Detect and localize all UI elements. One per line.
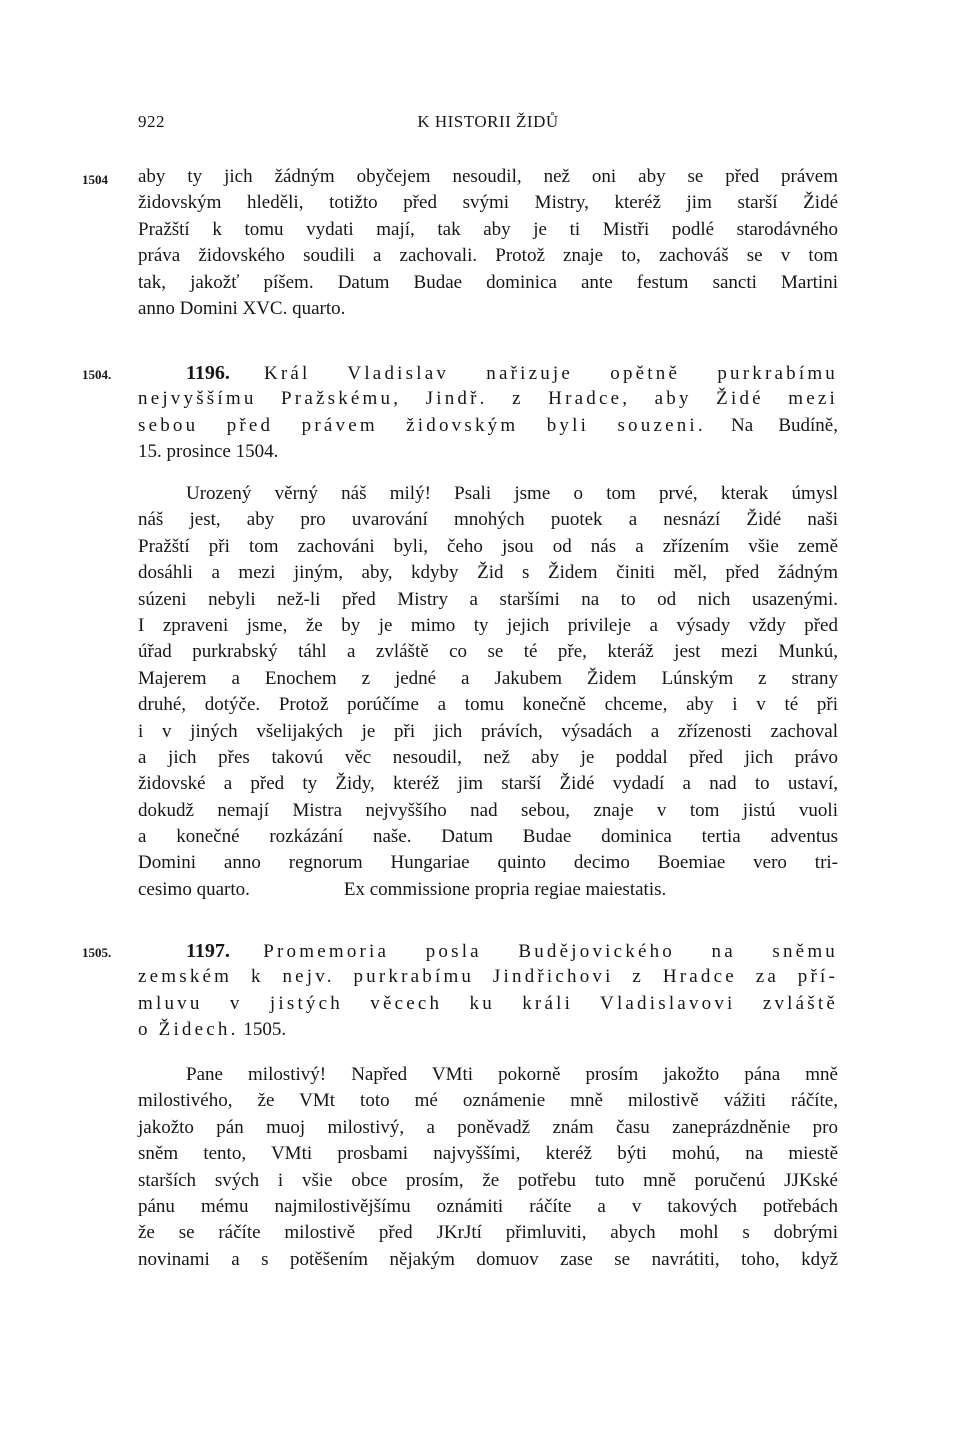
heading-line: mluvu v jistých věcech ku králi Vladislavovi zvláště	[138, 992, 838, 1014]
closing-date: cesimo quarto.	[138, 878, 250, 900]
heading-line	[138, 413, 838, 439]
running-head	[138, 112, 838, 136]
text-line: a konečné rozkázání naše. Datum Budae dominica tertia adventus	[138, 826, 838, 848]
heading-text: sebou před právem židovským byli souzeni.	[138, 414, 706, 436]
document-number: 1196.	[186, 362, 230, 384]
heading-text: Promemoria posla Budějovického na sněmu	[263, 941, 838, 962]
running-title: K HISTORII ŽIDŮ	[417, 112, 559, 131]
text-line: a jich přes takovú věc nesoudil, než aby je poddal před jich právo	[138, 746, 838, 768]
document-number: 1197.	[186, 940, 230, 962]
text-line: Pane milostivý! Napřed VMti pokorně prosím jakožto pána mně	[186, 1064, 838, 1085]
text-line: Pražští při tom zachováni byli, čeho jsou od nás a zřízením všie země	[138, 535, 838, 557]
text-line: pánu mému najmilostivějšímu oznámiti ráčíte a v takových potřebách	[138, 1195, 838, 1217]
text-line: I zpraveni jsme, že by je mimo ty jejich privileje a výsady vždy před	[138, 614, 838, 636]
text-line: úřad purkrabský táhl a zvláště co se té pře, kteráž jest mezi Munkú,	[138, 641, 838, 663]
margin-year-marker: 1504.	[82, 367, 112, 382]
text-line: aby ty jich žádným obyčejem nesoudil, než oni aby se před právem	[138, 166, 838, 187]
heading-place: Na Budíně,	[731, 414, 838, 436]
text-line: anno Domini XVC. quarto.	[138, 297, 346, 319]
text-line: i v jiných všelijakých je při jich právích, výsadách a zřízenosti zachoval	[138, 720, 838, 742]
closing-line	[138, 877, 838, 903]
text-line: dokudž nemají Mistra nejvyššího nad sebou, znaje v tom jistú vuoli	[138, 799, 838, 821]
text-line: židovským hleděli, totižto před svými Mistry, kteréž jim starší Židé	[138, 192, 838, 214]
text-line: novinami a s potěšením nějakým domuov zase se navrátiti, toho, když	[138, 1248, 838, 1270]
commission-note: Ex commissione propria regiae maiestatis.	[343, 878, 667, 900]
text-line: Pražští k tomu vydati mají, tak aby je ti Mistři podlé starodávného	[138, 218, 838, 240]
continuation-paragraph	[138, 164, 838, 322]
text-line: Urozený věrný náš milý! Psali jsme o tom prvé, kterak úmysl	[186, 483, 838, 504]
text-line: dosáhli a mezi jiným, aby, kdyby Žid s Židem činiti měl, před žádným	[138, 562, 838, 584]
document-heading-1196	[138, 360, 838, 466]
text-line: druhé, dotýče. Protož porúčíme a tomu konečně chceme, aby i v té při	[138, 694, 838, 716]
text-line: milostivého, že VMt toto mé oznámenie mně milostivě vážiti ráčíte,	[138, 1090, 838, 1112]
document-body-1196	[138, 481, 838, 903]
heading-date: 15. prosince 1504.	[138, 441, 279, 463]
text-line: tak, jakožť píšem. Datum Budae dominica ante festum sancti Martini	[138, 271, 838, 293]
document-body-1197	[138, 1062, 838, 1273]
heading-text: o Židech.	[138, 1019, 239, 1041]
text-line: že se ráčíte milostivě před JKrJtí přimluviti, abych mohl s dobrými	[138, 1222, 838, 1244]
margin-year-marker: 1505.	[82, 945, 112, 960]
text-line: sněm tento, VMti prosbami najvyššími, kteréž býti mohú, na miestě	[138, 1143, 838, 1165]
heading-line: nejvyššímu Pražskému, Jindř. z Hradce, aby Židé mezi	[138, 388, 838, 410]
text-line: súzeni nebyli než-li před Mistry a staršími na to od nich usazenými.	[138, 588, 838, 610]
margin-year-marker: 1504	[82, 172, 108, 187]
heading-line	[138, 938, 838, 964]
heading-line	[138, 1017, 838, 1043]
text-line: Majerem a Enochem z jedné a Jakubem Židem Lúnským z strany	[138, 667, 838, 689]
text-line: náš jest, aby pro uvarování mnohých puotek a nesnází Židé naši	[138, 509, 838, 531]
heading-line	[138, 360, 838, 386]
heading-line: zemském k nejv. purkrabímu Jindřichovi z Hradce za pří-	[138, 966, 838, 988]
heading-text: Král Vladislav nařizuje opětně purkrabímu	[263, 363, 838, 384]
text-line: starších svých i všie obce prosím, že potřebu tuto mně poručenú JJKské	[138, 1169, 838, 1191]
document-heading-1197	[138, 938, 838, 1044]
text-line: židovské a před ty Židy, kteréž jim starší Židé vydadí a nad to ustaví,	[138, 773, 838, 795]
text-line: Domini anno regnorum Hungariae quinto decimo Boemiae vero tri-	[138, 852, 838, 874]
text-line: práva židovského soudili a zachovali. Protož znaje to, zachováš se v tom	[138, 245, 838, 267]
heading-date: 1505.	[243, 1019, 287, 1041]
page-number: 922	[138, 112, 165, 131]
text-line: jakožto pán muoj milostivý, a poněvadž znám času zaneprázdněnie pro	[138, 1116, 838, 1138]
